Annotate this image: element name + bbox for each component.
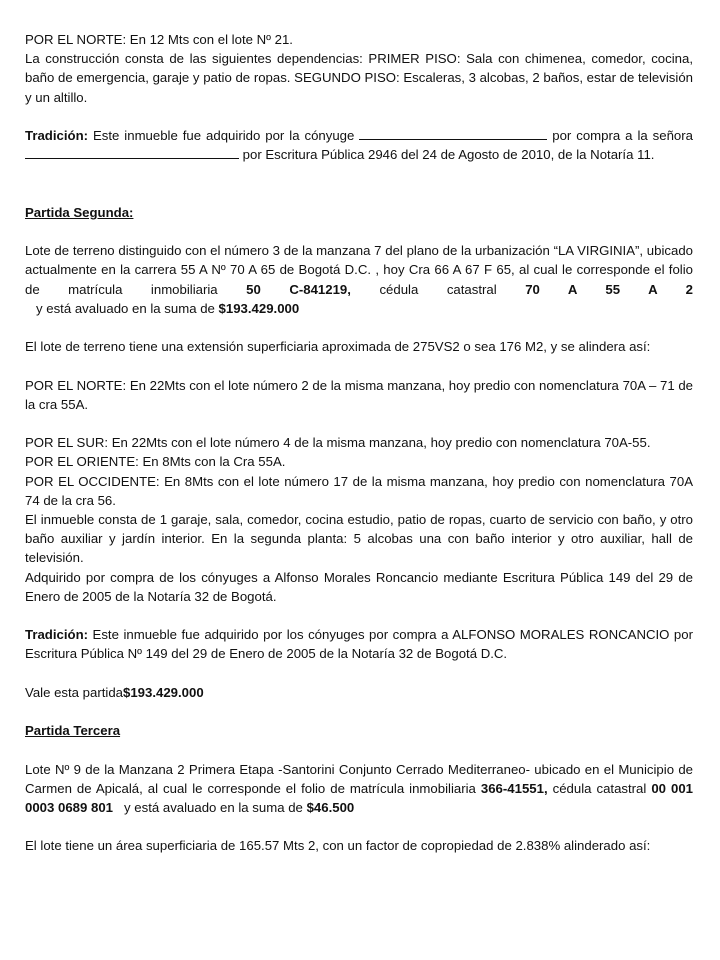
cedula-catastral: 00 001 0003 0689 801	[25, 780, 694, 815]
construction-description: La construcción consta de las siguientes dependencias: PRIMER PISO: Sala con chimenea, comedor, cocina, baño de emergencia, garaje y patio de ropas. SEGUNDO PISO: Escaleras, 3 alcobas, 2 baños, estar de televisión y un altillo.	[25, 51, 693, 105]
area-paragraph: El lote tiene un área superficiaria de 165.57 Mts 2, con un factor de copropiedad de 2.838% alinderado así:	[25, 838, 651, 854]
lote-2-description: Lote de terreno distinguido con el número 3 de la manzana 7 del plano de la urbanización “LA VIRGINIA”, ubicado actualmente en la carrera 55 A Nº 70 A 65 de Bogotá D.C. , hoy Cra 66 A 67 F 65, al cual le corresponde el folio de matrícula inmobiliaria 50 C-841219, cédula catastral 70 A 55 A 2 y está avaluado en la suma de $193.429.000	[25, 243, 694, 316]
folio-number: 50 C-841219,	[246, 281, 351, 297]
boundary-west: POR EL OCCIDENTE: En 8Mts con el lote número 17 de la misma manzana, hoy predio con nomenclatura 70A 74 de la cra 56.	[25, 473, 693, 508]
heading-partida-segunda: Partida Segunda:	[25, 204, 134, 220]
tradicion-label: Tradición:	[25, 627, 89, 643]
valuation-amount: $46.500	[306, 799, 355, 815]
vale-partida: Vale esta partida$193.429.000	[25, 684, 204, 700]
boundary-south: POR EL SUR: En 22Mts con el lote número 4 de la misma manzana, hoy predio con nomenclatura 70A-55.	[25, 435, 651, 451]
document-page	[25, 30, 693, 856]
lote-3-description: Lote Nº 9 de la Manzana 2 Primera Etapa -Santorini Conjunto Cerrado Mediterraneo- ubicado en el Municipio de Carmen de Apicalá, al cual le corresponde el folio de matrícula inmobiliaria 366-41551, cédula catastral 00 001 0003 0689 801 y está avaluado en la suma de $46.500	[25, 761, 694, 815]
blank-seller-name	[25, 146, 239, 159]
boundary-north-1: POR EL NORTE: En 12 Mts con el lote Nº 21.	[25, 32, 293, 47]
extension-paragraph: El lote de terreno tiene una extensión superficiaria aproximada de 275VS2 o sea 176 M2, y se alindera así:	[25, 339, 651, 355]
valuation-amount: $193.429.000	[218, 300, 300, 316]
blank-spouse-name	[359, 127, 547, 140]
folio-number: 366-41551,	[480, 780, 548, 796]
boundary-north-2: POR EL NORTE: En 22Mts con el lote número 2 de la misma manzana, hoy predio con nomenclatura 70A – 71 de la cra 55A.	[25, 377, 693, 412]
property-description: El inmueble consta de 1 garaje, sala, comedor, cocina estudio, patio de ropas, cuarto de servicio con baño, y otro baño auxiliar y jardín interior. En la segunda planta: 5 alcobas una con baño interior y otro auxiliar, hall de televisión.	[25, 511, 693, 566]
vale-amount: $193.429.000	[123, 684, 204, 700]
tradicion-paragraph-1: Tradición: Este inmueble fue adquirido por la cónyuge por compra a la señora por Escritura Pública 2946 del 24 de Agosto de 2010, de la Notaría 11.	[25, 128, 693, 163]
acquisition-paragraph: Adquirido por compra de los cónyuges a Alfonso Morales Roncancio mediante Escritura Pública 149 del 29 de Enero de 2005 de la Notaría 32 de Bogotá.	[25, 569, 693, 604]
tradicion-label: Tradición:	[25, 128, 89, 143]
heading-partida-tercera: Partida Tercera	[25, 723, 121, 739]
tradicion-paragraph-2: Tradición: Este inmueble fue adquirido por los cónyuges por compra a ALFONSO MORALES RONCANCIO por Escritura Pública Nº 149 del 29 de Enero de 2005 de la Notaría 32 de Bogotá D.C.	[25, 627, 693, 662]
cedula-catastral: 70 A 55 A 2	[525, 281, 694, 297]
boundary-east: POR EL ORIENTE: En 8Mts con la Cra 55A.	[25, 454, 286, 470]
